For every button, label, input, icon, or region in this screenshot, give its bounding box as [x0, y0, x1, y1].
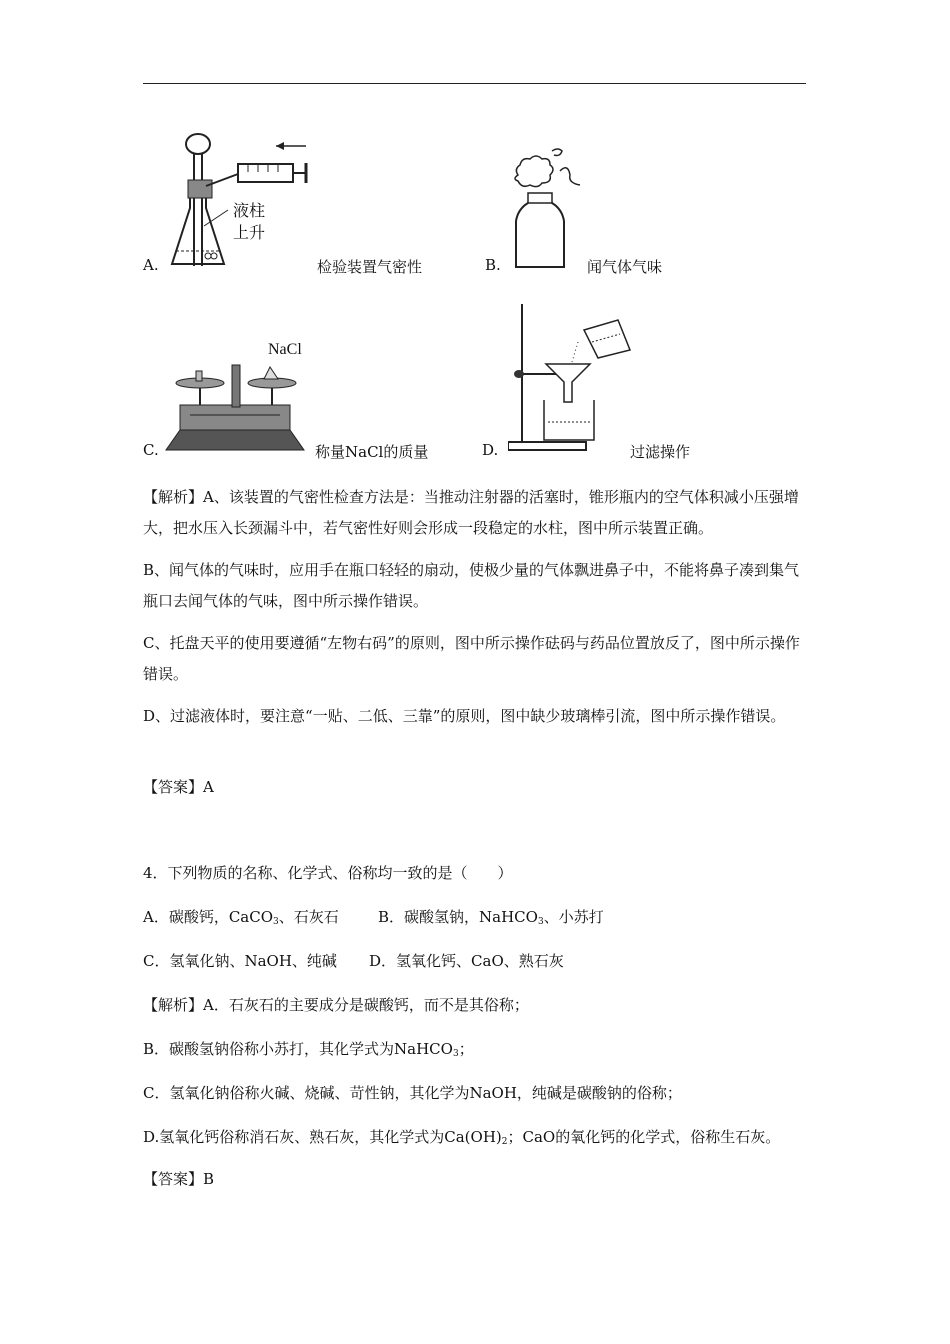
option-b-text: B．碳酸氢钠，NaHCO [378, 908, 538, 926]
figure-c-label: NaCl [268, 341, 302, 358]
header-rule [143, 83, 806, 84]
option-a-text: A．碳酸钙，CaCO [143, 908, 274, 926]
q4-analysis-a: 【解析】A．石灰石的主要成分是碳酸钙，而不是其俗称； [143, 996, 529, 1014]
subscript: 2 [501, 1137, 508, 1147]
figure-b-smelling-gas [510, 145, 590, 273]
analysis-paragraph-b: B、闻气体的气味时，应用手在瓶口轻轻的扇动，使极少量的气体飘进鼻子中，不能将鼻子凑到集气瓶口去闻气体的气味，图中所示操作错误。 [143, 561, 800, 610]
option-b-caption: 闻气体气味 [587, 258, 663, 276]
figure-d-filtration [508, 302, 638, 457]
figure-a-label-1: 液柱 [233, 201, 266, 220]
answer-q3: 【答案】A [143, 778, 214, 796]
q4-analysis-c: C．氢氧化钠俗称火碱、烧碱、苛性钠，其化学为NaOH，纯碱是碳酸钠的俗称； [143, 1084, 682, 1102]
q4-analysis-b-text: B．碳酸氢钠俗称小苏打，其化学式为NaHCO [143, 1040, 453, 1058]
question-4-stem: 4．下列物质的名称、化学式、俗称均一致的是（ ） [143, 864, 513, 882]
option-a-letter: A. [143, 256, 159, 274]
analysis-paragraph-a: 【解析】A、该装置的气密性检查方法是：当推动注射器的活塞时，锥形瓶内的空气体积减小压强增大，把水压入长颈漏斗中，若气密性好则会形成一段稳定的水柱，图中所示装置正确。 [143, 488, 799, 537]
question-4-option-d: D．氢氧化钙、CaO、熟石灰 [369, 952, 564, 970]
option-d-letter: D. [482, 441, 499, 459]
q4-analysis-b-tail: ； [458, 1040, 474, 1058]
option-d-caption: 过滤操作 [630, 443, 691, 461]
option-a-caption: 检验装置气密性 [317, 258, 423, 276]
q4-analysis-d [143, 1126, 780, 1147]
option-b-tail: 、小苏打 [543, 908, 604, 926]
q4-analysis-b [143, 1038, 474, 1059]
analysis-paragraph-d: D、过滤液体时，要注意“一贴、二低、三靠”的原则，图中缺少玻璃棒引流，图中所示操作错误。 [143, 707, 786, 725]
q4-analysis-d-text: D.氢氧化钙俗称消石灰、熟石灰，其化学式为Ca(OH) [143, 1128, 502, 1146]
option-c-letter: C. [143, 441, 159, 459]
subscript: 3 [452, 1049, 459, 1059]
option-a-tail: 、石灰石 [278, 908, 339, 926]
option-c-caption: 称量NaCl的质量 [315, 443, 429, 461]
analysis-paragraph-c: C、托盘天平的使用要遵循“左物右码”的原则，图中所示操作砝码与药品位置放反了，图中所示操作错误。 [143, 634, 800, 683]
figure-a-label-2: 上升 [233, 223, 266, 242]
option-b-letter: B. [485, 256, 501, 274]
subscript: 3 [273, 917, 279, 927]
q4-analysis-d-tail: ；CaO的氧化钙的化学式，俗称生石灰。 [507, 1128, 781, 1146]
subscript: 3 [537, 917, 544, 927]
question-4-option-b [378, 906, 604, 927]
question-4-option-c: C．氢氧化钠、NaOH、纯碱 [143, 952, 337, 970]
answer-q4: 【答案】B [143, 1170, 215, 1188]
question-4-option-a [143, 906, 339, 927]
